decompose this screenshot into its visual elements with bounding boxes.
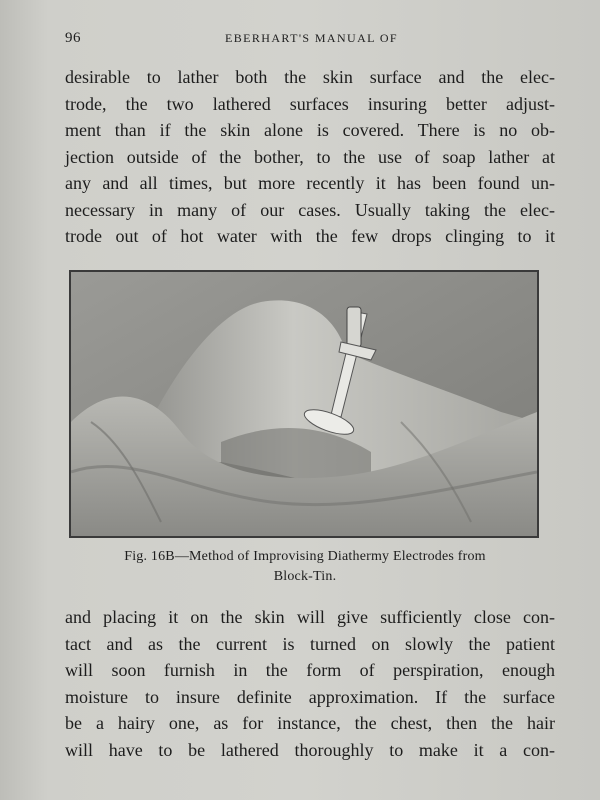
text-line: will have to be lathered thoroughly to make it a con- [65,739,555,760]
text-line: jection outside of the bother, to the use of soap lather at [65,146,555,167]
top-paragraph [65,64,555,250]
text-line: trode out of hot water with the few drops clinging to it [65,226,555,246]
text-line: and placing it on the skin will give sufficiently close con- [65,607,555,627]
bottom-paragraph [65,604,555,763]
leg-electrode-illustration [71,272,537,536]
caption-line: Block-Tin. [273,569,337,584]
text-line: tact and as the current is turned on slowly the patient [65,633,555,654]
caption-line: Fig. 16B—Method of Improvising Diathermy Electrodes from [124,549,486,564]
page-header [65,30,560,50]
figure-photo [69,270,539,538]
text-line: desirable to lather both the skin surface and the elec- [65,67,555,87]
text-line: will soon furnish in the form of perspiration, enough [65,660,555,680]
text-line: any and all times, but more recently it has been found un- [65,173,555,193]
text-line: moisture to insure definite approximation. If the surface [65,686,555,707]
text-line: be a hairy one, as for instance, the chest, then the hair [65,713,555,733]
running-head: EBERHART'S MANUAL OF [225,31,399,45]
text-line: ment than if the skin alone is covered. There is no ob- [65,120,555,140]
page-number: 96 [65,30,81,46]
text-line: necessary in many of our cases. Usually taking the elec- [65,199,555,220]
figure-caption [70,547,540,587]
text-line: trode, the two lathered surfaces insuring better adjust- [65,93,555,114]
